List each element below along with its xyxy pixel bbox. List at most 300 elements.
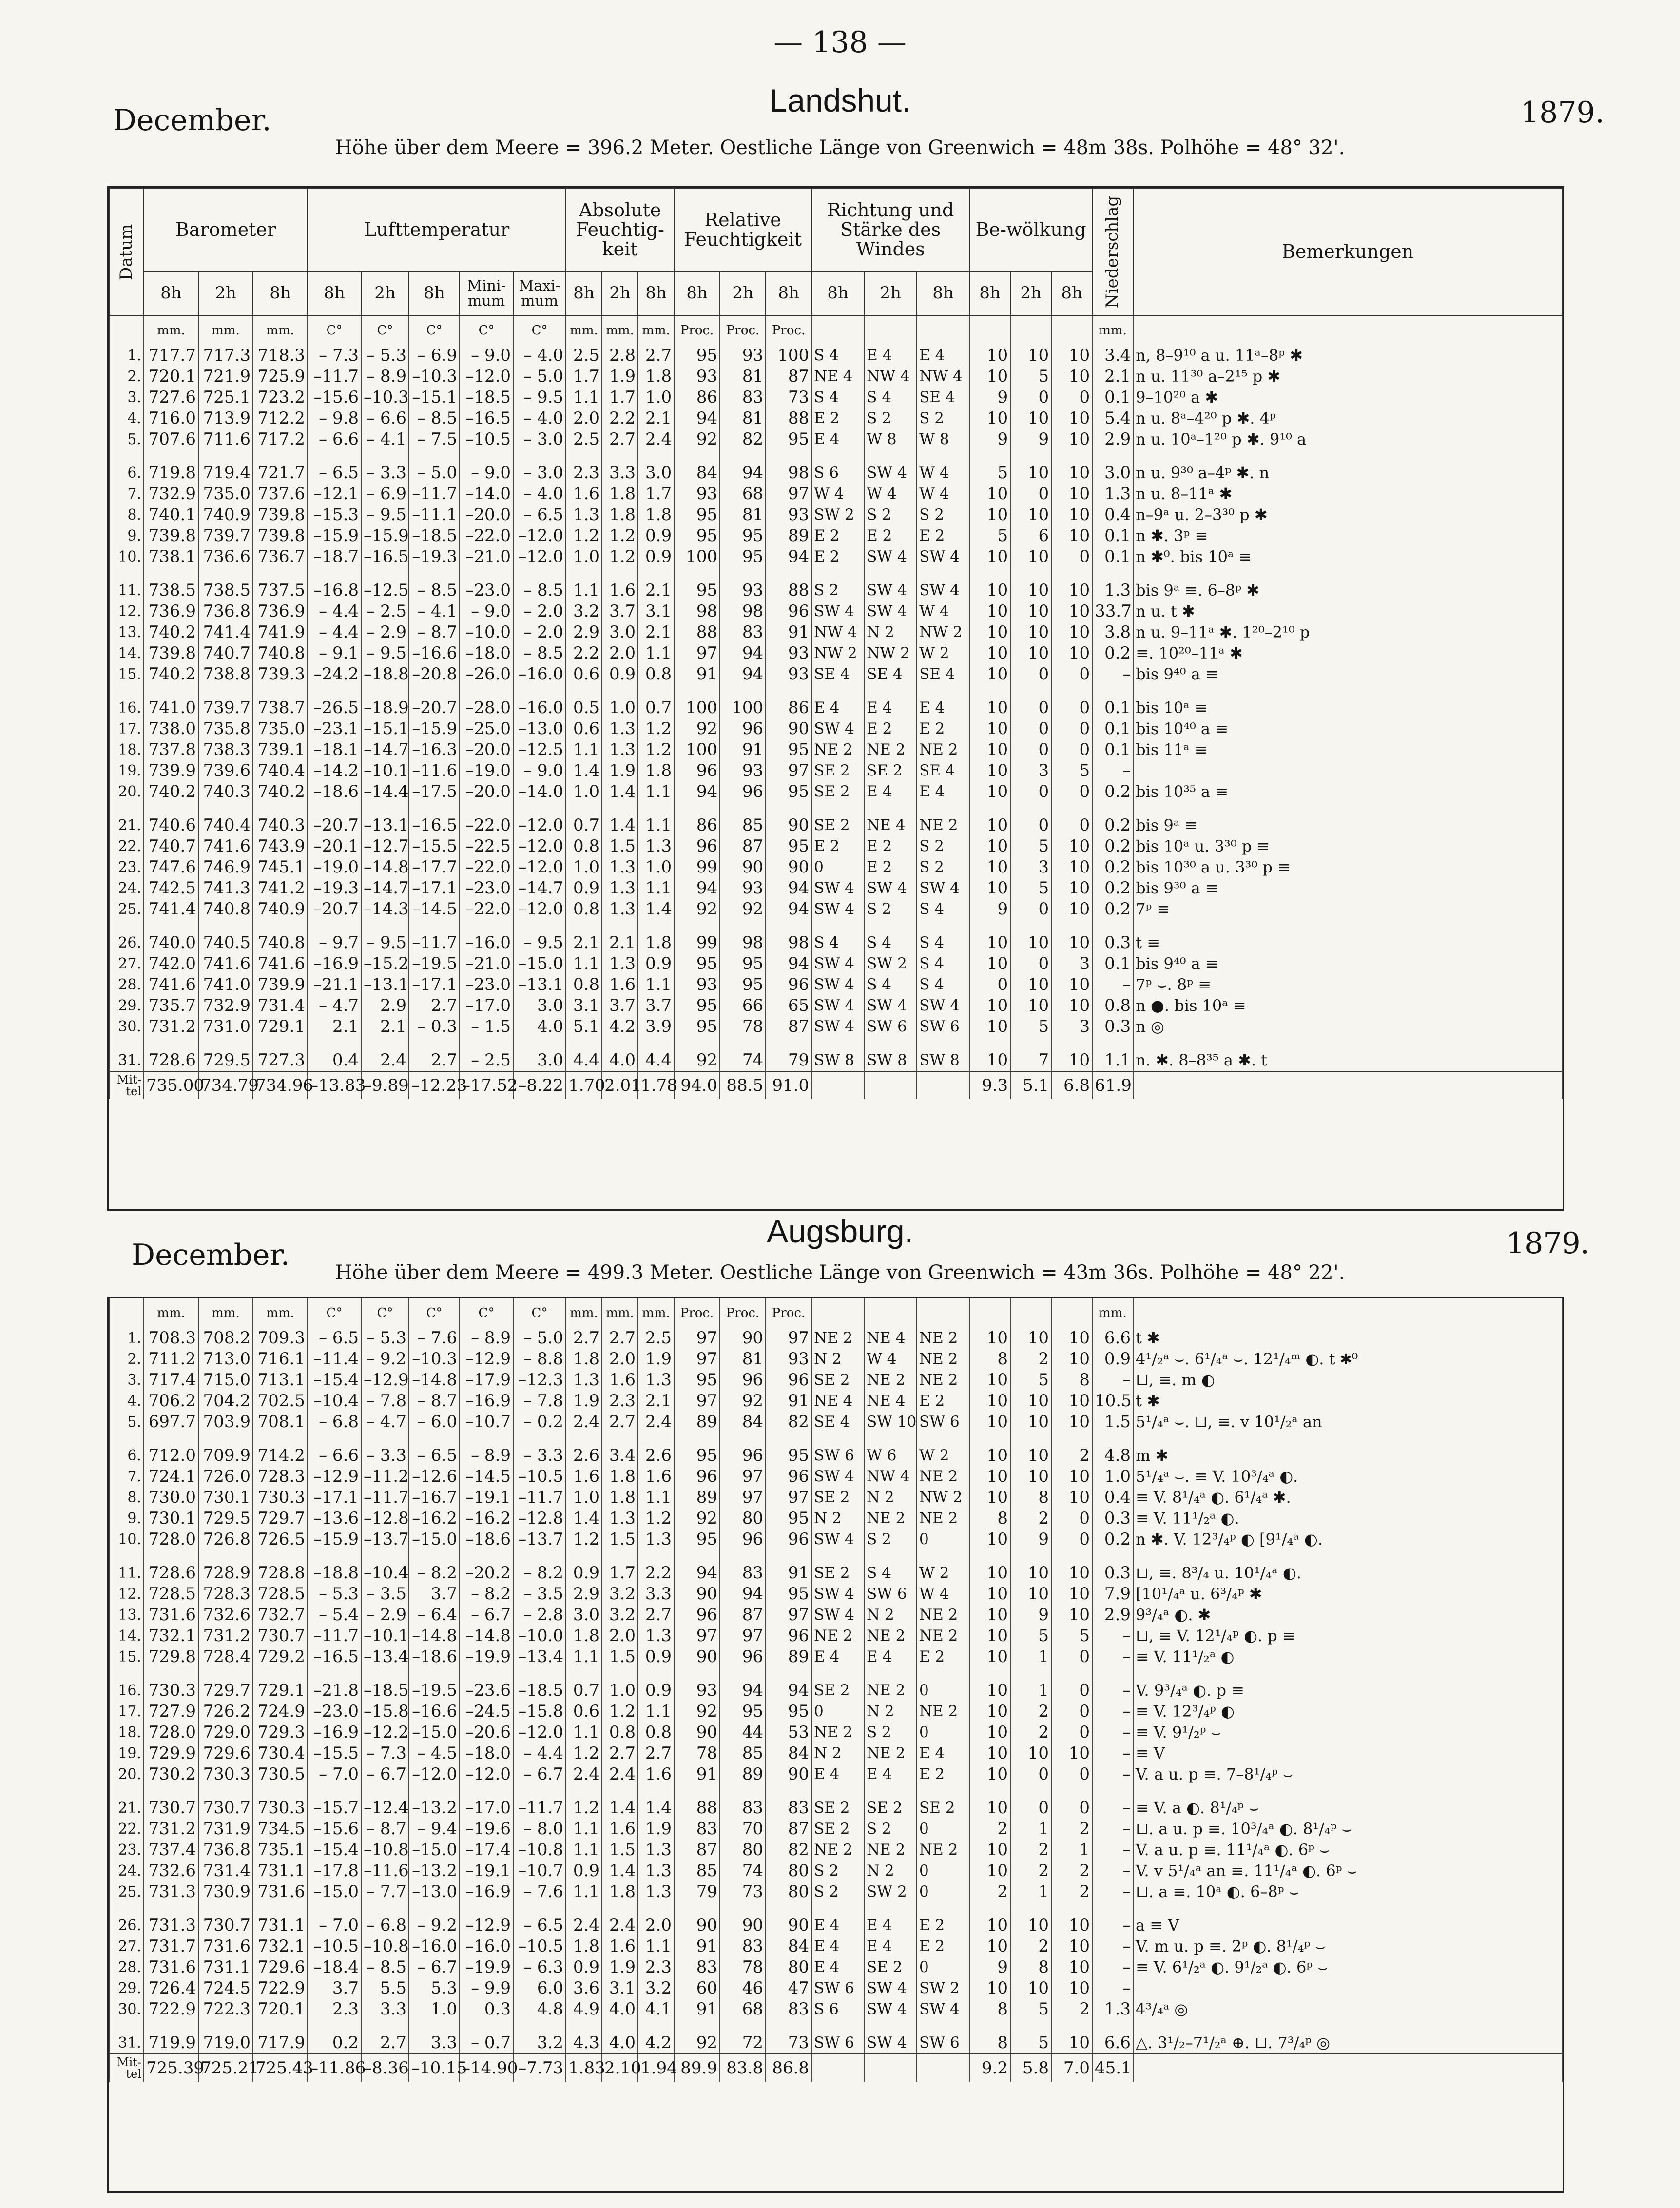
mean-cell-10: 1.94 (638, 2054, 674, 2082)
cell-18: 10 (969, 601, 1010, 622)
cell-17: NE 2 (917, 1626, 969, 1646)
cell-5: –11.2 (361, 1466, 409, 1487)
cell-19: 3 (1010, 857, 1051, 878)
cell-1: 727.9 (144, 1701, 198, 1722)
cell-1: 729.8 (144, 1646, 198, 1667)
cell-17: W 4 (917, 463, 969, 484)
cell-22: ⊔. a ≡. 10ᵃ ◐. 6–8ᵖ ⌣ (1133, 1881, 1562, 1902)
cell-19: 10 (1010, 1584, 1051, 1605)
cell-22: n, 8–9¹⁰ a u. 11ᵃ–8ᵖ ✱ (1133, 345, 1562, 366)
cell-16: E 4 (864, 697, 917, 718)
cell-21: – (1092, 1860, 1133, 1881)
cell-7: –17.4 (460, 1840, 513, 1860)
table-row (110, 2033, 1562, 2054)
cell-2: 739.7 (198, 525, 253, 546)
unit-cell-19 (1010, 315, 1051, 345)
cell-20: 2 (1051, 1860, 1092, 1881)
table-row (110, 1605, 1562, 1626)
cell-8: – 9.5 (513, 932, 566, 953)
cell-1: 740.7 (144, 836, 198, 857)
cell-14: 95 (766, 1508, 811, 1529)
cell-15: SE 2 (811, 1680, 864, 1701)
cell-20: 10 (1051, 408, 1092, 429)
mean-cell-11: 89.9 (674, 2054, 720, 2082)
cell-21: 4.8 (1092, 1445, 1133, 1466)
cell-1: 730.7 (144, 1798, 198, 1819)
cell-14: 96 (766, 1466, 811, 1487)
cell-20: 3 (1051, 953, 1092, 974)
cell-18: 10 (969, 1936, 1010, 1957)
cell-18: 10 (969, 1412, 1010, 1433)
cell-15: SW 4 (811, 718, 864, 739)
cell-2: 740.5 (198, 932, 253, 953)
cell-16: SW 4 (864, 2033, 917, 2054)
cell-19: 1 (1010, 1881, 1051, 1902)
cell-1: 740.1 (144, 504, 198, 525)
header-sub-t2-12: 2h (720, 271, 766, 315)
mean-cell-0: 735.00 (144, 1071, 198, 1099)
header-sub-t8-17: 8h (969, 271, 1010, 315)
cell-9: 4.3 (566, 2033, 602, 2054)
table-row (110, 932, 1562, 953)
mean-cell-19: 6.8 (1051, 1071, 1092, 1099)
cell-1: 719.9 (144, 2033, 198, 2054)
cell-17: S 4 (917, 974, 969, 995)
cell-15: SE 4 (811, 1412, 864, 1433)
mean-cell-17: 9.3 (969, 1071, 1010, 1099)
cell-17: SW 6 (917, 1412, 969, 1433)
cell-20: 10 (1051, 1978, 1092, 1999)
header-absolute-feuchtigkeit: Absolute Feuchtig-keit (566, 189, 674, 271)
cell-6: –15.0 (409, 1722, 460, 1743)
cell-4: – 7.0 (308, 1764, 361, 1785)
cell-14: 95 (766, 739, 811, 760)
cell-2: 738.3 (198, 739, 253, 760)
cell-13: 82 (720, 429, 766, 450)
table-row (110, 1529, 1562, 1550)
cell-4: –18.8 (308, 1563, 361, 1584)
cell-11: 1.8 (638, 366, 674, 387)
cell-14: 89 (766, 525, 811, 546)
unit-cell-11: mm. (638, 1298, 674, 1328)
cell-16: S 2 (864, 408, 917, 429)
cell-7: –16.2 (460, 1508, 513, 1529)
cell-12: 95 (674, 1445, 720, 1466)
cell-22: bis 9⁴⁰ a ≡ (1133, 953, 1562, 974)
cell-4: –17.1 (308, 1487, 361, 1508)
cell-6: –14.8 (409, 1370, 460, 1391)
header-sub-t8-0: 8h (144, 271, 198, 315)
cell-8: 3.0 (513, 995, 566, 1016)
table-row (110, 1936, 1562, 1957)
cell-12: 79 (674, 1881, 720, 1902)
mean-cell-2: 725.43 (253, 2054, 308, 2082)
cell-18: 10 (969, 1978, 1010, 1999)
table-row (110, 1349, 1562, 1370)
cell-11: 0.8 (638, 1722, 674, 1743)
cell-21: 2.1 (1092, 366, 1133, 387)
cell-5: – 3.3 (361, 463, 409, 484)
cell-0: 28. (110, 974, 144, 995)
cell-3: 739.9 (253, 974, 308, 995)
cell-7: –16.0 (460, 1936, 513, 1957)
mean-cell-21 (1133, 2054, 1562, 2082)
table-row (110, 1722, 1562, 1743)
cell-6: 3.7 (409, 1584, 460, 1605)
cell-2: 739.6 (198, 760, 253, 781)
cell-11: 1.8 (638, 760, 674, 781)
cell-19: 10 (1010, 345, 1051, 366)
cell-21: 0.3 (1092, 932, 1133, 953)
cell-0: 28. (110, 1957, 144, 1978)
cell-17: E 2 (917, 1646, 969, 1667)
cell-3: 720.1 (253, 1999, 308, 2020)
cell-19: 2 (1010, 1722, 1051, 1743)
cell-18: 8 (969, 1508, 1010, 1529)
cell-3: 739.8 (253, 504, 308, 525)
cell-3: 740.8 (253, 932, 308, 953)
header-sub-t2-1: 2h (198, 271, 253, 315)
cell-1: 731.2 (144, 1819, 198, 1840)
cell-7: – 2.5 (460, 1050, 513, 1071)
cell-12: 78 (674, 1743, 720, 1764)
cell-11: 2.7 (638, 1743, 674, 1764)
cell-22: 7ᵖ ⌣. 8ᵖ ≡ (1133, 974, 1562, 995)
cell-15: SE 2 (811, 1819, 864, 1840)
cell-0: 16. (110, 697, 144, 718)
header-sub-t8-3: 8h (308, 271, 361, 315)
cell-9: 0.8 (566, 899, 602, 920)
unit-cell-7: C° (460, 1298, 513, 1328)
cell-11: 1.3 (638, 1529, 674, 1550)
cell-21: 0.8 (1092, 995, 1133, 1016)
cell-17: SW 4 (917, 546, 969, 567)
cell-6: –11.6 (409, 760, 460, 781)
cell-3: 702.5 (253, 1391, 308, 1412)
cell-1: 732.1 (144, 1626, 198, 1646)
cell-20: 10 (1051, 857, 1092, 878)
cell-20: 5 (1051, 760, 1092, 781)
cell-13: 91 (720, 739, 766, 760)
cell-8: – 3.3 (513, 1445, 566, 1466)
cell-20: 5 (1051, 1626, 1092, 1646)
cell-6: –15.0 (409, 1840, 460, 1860)
unit-cell-2: mm. (198, 1298, 253, 1328)
cell-1: 728.6 (144, 1050, 198, 1071)
cell-4: 0.2 (308, 2033, 361, 2054)
cell-15: SW 2 (811, 504, 864, 525)
cell-3: 735.0 (253, 718, 308, 739)
cell-9: 2.6 (566, 1445, 602, 1466)
cell-0: 1. (110, 345, 144, 366)
cell-5: – 7.7 (361, 1881, 409, 1902)
cell-4: – 7.3 (308, 345, 361, 366)
cell-2: 741.6 (198, 836, 253, 857)
cell-12: 93 (674, 366, 720, 387)
cell-1: 728.6 (144, 1563, 198, 1584)
table-row (110, 857, 1562, 878)
cell-18: 10 (969, 932, 1010, 953)
cell-0: 8. (110, 1487, 144, 1508)
cell-8: – 8.8 (513, 1349, 566, 1370)
cell-15: E 4 (811, 1764, 864, 1785)
cell-17: SW 4 (917, 1999, 969, 2020)
cell-6: –13.0 (409, 1881, 460, 1902)
data-table (109, 188, 1563, 1099)
cell-11: 1.4 (638, 899, 674, 920)
cell-2: 730.7 (198, 1915, 253, 1936)
cell-3: 736.9 (253, 601, 308, 622)
cell-17: NE 2 (917, 1840, 969, 1860)
cell-9: 1.0 (566, 857, 602, 878)
unit-cell-16 (864, 315, 917, 345)
cell-2: 729.6 (198, 1743, 253, 1764)
cell-12: 90 (674, 1646, 720, 1667)
cell-0: 9. (110, 525, 144, 546)
cell-6: –14.5 (409, 899, 460, 920)
cell-1: 747.6 (144, 857, 198, 878)
cell-16: W 4 (864, 484, 917, 504)
cell-15: NW 4 (811, 622, 864, 643)
cell-7: – 9.0 (460, 463, 513, 484)
cell-5: – 9.5 (361, 643, 409, 664)
cell-20: 1 (1051, 1840, 1092, 1860)
cell-4: 2.1 (308, 1016, 361, 1037)
cell-4: –15.3 (308, 504, 361, 525)
cell-22: bis 9ᵃ ≡. 6–8ᵖ ✱ (1133, 580, 1562, 601)
cell-5: – 3.5 (361, 1584, 409, 1605)
cell-20: 10 (1051, 580, 1092, 601)
cell-12: 94 (674, 1563, 720, 1584)
cell-21: – (1092, 664, 1133, 685)
cell-6: –13.2 (409, 1860, 460, 1881)
cell-0: 12. (110, 1584, 144, 1605)
cell-2: 730.1 (198, 1487, 253, 1508)
cell-15: SE 2 (811, 1798, 864, 1819)
cell-20: 10 (1051, 601, 1092, 622)
cell-9: 1.1 (566, 1881, 602, 1902)
cell-11: 2.1 (638, 622, 674, 643)
cell-16: NE 4 (864, 1328, 917, 1349)
cell-9: 1.8 (566, 1349, 602, 1370)
table-row (110, 1957, 1562, 1978)
cell-2: 703.9 (198, 1412, 253, 1433)
cell-4: – 7.0 (308, 1915, 361, 1936)
cell-14: 95 (766, 836, 811, 857)
unit-cell-19 (1010, 1298, 1051, 1328)
cell-21: – (1092, 1764, 1133, 1785)
unit-cell-9: mm. (566, 1298, 602, 1328)
cell-16: NE 2 (864, 739, 917, 760)
table-row (110, 781, 1562, 802)
cell-8: –10.0 (513, 1626, 566, 1646)
cell-3: 745.1 (253, 857, 308, 878)
cell-14: 90 (766, 857, 811, 878)
header-sub-t2-18: 2h (1010, 271, 1051, 315)
cell-22: n u. 9–11ᵃ ✱. 1²⁰–2¹⁰ p (1133, 622, 1562, 643)
cell-3: 729.1 (253, 1016, 308, 1037)
unit-cell-20 (1051, 1298, 1092, 1328)
cell-19: 10 (1010, 463, 1051, 484)
unit-cell-12: Proc. (674, 315, 720, 345)
station-title-landshut: Landshut. (769, 82, 911, 118)
cell-10: 2.4 (602, 1915, 638, 1936)
cell-10: 3.1 (602, 1978, 638, 1999)
cell-7: –19.9 (460, 1646, 513, 1667)
cell-15: SW 6 (811, 1445, 864, 1466)
cell-18: 10 (969, 643, 1010, 664)
cell-16: W 6 (864, 1445, 917, 1466)
cell-10: 1.9 (602, 1957, 638, 1978)
cell-20: 10 (1051, 1605, 1092, 1626)
cell-9: 1.8 (566, 1626, 602, 1646)
cell-1: 706.2 (144, 1391, 198, 1412)
cell-5: –14.4 (361, 781, 409, 802)
cell-12: 86 (674, 815, 720, 836)
cell-13: 83 (720, 622, 766, 643)
cell-13: 93 (720, 878, 766, 899)
cell-9: 2.1 (566, 932, 602, 953)
cell-20: 10 (1051, 463, 1092, 484)
cell-19: 1 (1010, 1819, 1051, 1840)
cell-0: 7. (110, 484, 144, 504)
cell-15: SE 2 (811, 760, 864, 781)
cell-11: 1.3 (638, 1881, 674, 1902)
cell-1: 712.0 (144, 1445, 198, 1466)
table-row (110, 408, 1562, 429)
cell-6: –11.7 (409, 932, 460, 953)
cell-8: –12.0 (513, 899, 566, 920)
cell-19: 2 (1010, 1860, 1051, 1881)
cell-14: 90 (766, 1915, 811, 1936)
table-row (110, 345, 1562, 366)
cell-20: 10 (1051, 429, 1092, 450)
cell-9: 2.5 (566, 345, 602, 366)
table-row (110, 1626, 1562, 1646)
cell-6: –16.5 (409, 815, 460, 836)
cell-2: 704.2 (198, 1391, 253, 1412)
cell-11: 1.2 (638, 718, 674, 739)
cell-15: NE 4 (811, 366, 864, 387)
cell-15: SW 4 (811, 878, 864, 899)
cell-12: 96 (674, 1605, 720, 1626)
cell-5: – 2.9 (361, 1605, 409, 1626)
cell-6: –10.3 (409, 1349, 460, 1370)
cell-19: 0 (1010, 664, 1051, 685)
cell-15: SW 4 (811, 601, 864, 622)
cell-19: 10 (1010, 601, 1051, 622)
cell-13: 74 (720, 1050, 766, 1071)
cell-13: 96 (720, 1529, 766, 1550)
cell-17: S 2 (917, 408, 969, 429)
cell-4: – 6.6 (308, 1445, 361, 1466)
cell-8: – 4.0 (513, 484, 566, 504)
cell-9: 0.9 (566, 1563, 602, 1584)
cell-2: 731.9 (198, 1819, 253, 1840)
cell-10: 4.0 (602, 1050, 638, 1071)
cell-11: 2.4 (638, 1412, 674, 1433)
cell-10: 1.0 (602, 1680, 638, 1701)
cell-16: E 4 (864, 1915, 917, 1936)
mean-cell-1: 734.79 (198, 1071, 253, 1099)
cell-6: –16.0 (409, 1936, 460, 1957)
cell-7: –14.5 (460, 1466, 513, 1487)
cell-16: E 4 (864, 781, 917, 802)
cell-14: 47 (766, 1978, 811, 1999)
cell-19: 8 (1010, 1957, 1051, 1978)
cell-16: N 2 (864, 622, 917, 643)
cell-17: W 8 (917, 429, 969, 450)
cell-8: 4.8 (513, 1999, 566, 2020)
cell-14: 86 (766, 697, 811, 718)
cell-5: – 6.7 (361, 1764, 409, 1785)
cell-10: 3.3 (602, 463, 638, 484)
cell-4: –16.9 (308, 1722, 361, 1743)
cell-14: 73 (766, 2033, 811, 2054)
cell-3: 722.9 (253, 1978, 308, 1999)
cell-0: 30. (110, 1999, 144, 2020)
cell-15: NW 2 (811, 643, 864, 664)
cell-5: – 6.9 (361, 484, 409, 504)
table-row (110, 760, 1562, 781)
cell-0: 19. (110, 760, 144, 781)
cell-17: E 4 (917, 1743, 969, 1764)
cell-8: 4.0 (513, 1016, 566, 1037)
cell-13: 81 (720, 504, 766, 525)
cell-21: 0.1 (1092, 546, 1133, 567)
cell-14: 97 (766, 1328, 811, 1349)
mean-cell-17: 9.2 (969, 2054, 1010, 2082)
cell-3: 739.8 (253, 525, 308, 546)
cell-8: – 2.0 (513, 601, 566, 622)
cell-1: 739.8 (144, 643, 198, 664)
cell-8: – 7.6 (513, 1881, 566, 1902)
cell-8: – 5.0 (513, 366, 566, 387)
cell-16: E 2 (864, 718, 917, 739)
cell-17: 0 (917, 1957, 969, 1978)
cell-4: – 5.3 (308, 1584, 361, 1605)
cell-0: 23. (110, 857, 144, 878)
cell-8: –12.8 (513, 1508, 566, 1529)
cell-16: NE 2 (864, 1626, 917, 1646)
cell-16: N 2 (864, 1701, 917, 1722)
cell-8: –10.5 (513, 1936, 566, 1957)
cell-13: 44 (720, 1722, 766, 1743)
cell-21: 1.3 (1092, 580, 1133, 601)
cell-7: –16.0 (460, 932, 513, 953)
header-lufttemperatur: Lufttemperatur (308, 189, 566, 271)
cell-3: 738.7 (253, 697, 308, 718)
cell-20: 2 (1051, 1445, 1092, 1466)
cell-13: 81 (720, 1349, 766, 1370)
cell-19: 0 (1010, 1798, 1051, 1819)
cell-20: 10 (1051, 836, 1092, 857)
cell-14: 98 (766, 463, 811, 484)
cell-9: 2.4 (566, 1764, 602, 1785)
cell-20: 0 (1051, 1508, 1092, 1529)
cell-17: 0 (917, 1529, 969, 1550)
cell-20: 0 (1051, 1722, 1092, 1743)
cell-2: 731.0 (198, 1016, 253, 1037)
cell-16: SW 4 (864, 1999, 917, 2020)
cell-19: 0 (1010, 815, 1051, 836)
cell-10: 1.6 (602, 974, 638, 995)
cell-0: 25. (110, 899, 144, 920)
month-label-landshut: December. (113, 103, 271, 137)
cell-19: 5 (1010, 836, 1051, 857)
cell-20: 2 (1051, 1881, 1092, 1902)
cell-10: 1.8 (602, 1881, 638, 1902)
